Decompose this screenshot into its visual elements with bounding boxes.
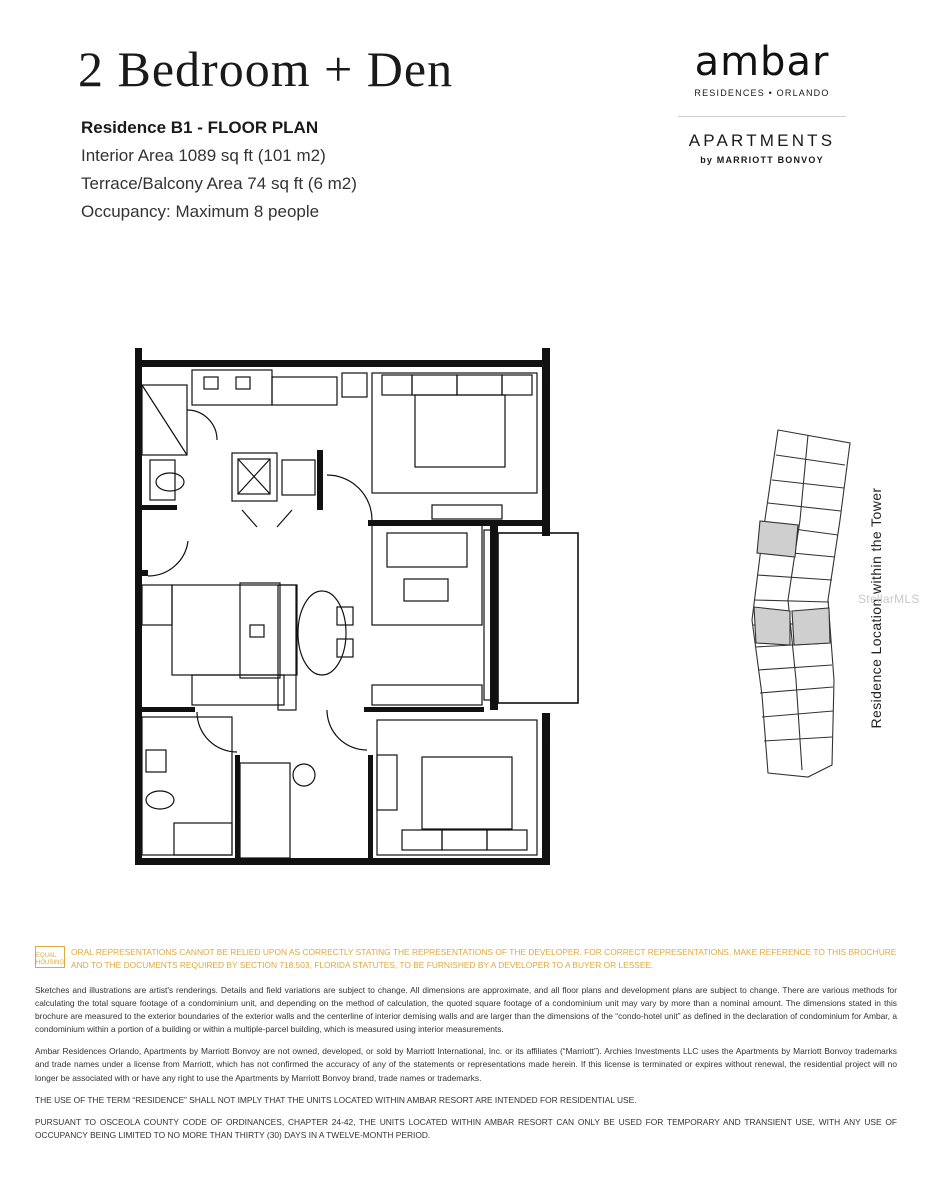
ambar-logo: ambar: [694, 39, 830, 85]
brand-block: [678, 40, 846, 165]
residence-name: Residence B1 - FLOOR PLAN: [81, 118, 319, 137]
terrace-area: Terrace/Balcony Area 74 sq ft (6 m2): [81, 174, 357, 193]
highlighted-units: [754, 521, 830, 645]
disclaimer-residence-term: THE USE OF THE TERM “RESIDENCE” SHALL NOT IMPLY THAT THE UNITS LOCATED WITHIN AMBAR RESORT ARE INTENDED FOR RESIDENTIAL USE.: [35, 1094, 637, 1105]
tower-key-plan: [740, 425, 855, 790]
floor-plan-drawing: [132, 345, 582, 870]
oral-representations-warning: [35, 946, 897, 972]
unit-divisions: [753, 455, 845, 741]
page-title: 2 Bedroom + Den: [78, 41, 454, 97]
legal-disclaimer: [35, 946, 897, 1151]
apartments-wordmark: APARTMENTS: [688, 131, 836, 150]
disclaimer-sketches: Sketches and illustrations are artist's renderings. Details and field variations are subject to change. All dimensions are approximate, and all floor plans and development plans are subject to change. There are various methods for calculating the total square footage of a condominium unit, and depending on the method of calculation, the quoted square footage of a condominium unit may vary by more than a nominal amount. The dimensions stated in this brochure are measured to the exterior boundaries of the exterior walls and the centerline of interior demising walls and are larger than the dimensions of the “condo-hotel unit” as defined in the declaration of condominium for Ambar, a condominium within a portion of a building or within a multiple-parcel building, which is measured using interior measurements.: [35, 985, 897, 1035]
equal-housing-icon: [35, 946, 65, 968]
key-plan-label: Residence Location within the Tower: [868, 487, 884, 729]
disclaimer-osceola: PURSUANT TO OSCEOLA COUNTY CODE OF ORDINANCES, CHAPTER 24-42, THE UNITS LOCATED WITHIN AMBAR RESORT CAN ONLY BE USED FOR TEMPORARY AND TRANSIENT USE, WITH ANY USE OF OCCUPANCY BEING LIMITED TO NO MORE THAN THIRTY (30) DAYS IN A TWELVE-MONTH PERIOD.: [35, 1116, 897, 1140]
interior-area: Interior Area 1089 sq ft (101 m2): [81, 146, 326, 165]
mls-watermark: StellarMLS: [858, 592, 920, 606]
warning-text: ORAL REPRESENTATIONS CANNOT BE RELIED UPON AS CORRECTLY STATING THE REPRESENTATIONS OF THE DEVELOPER. FOR CORRECT REPRESENTATIONS, MAKE REFERENCE TO THIS BROCHURE AND TO THE DOCUMENTS REQUIRED BY SECTION 718.503, FLORIDA STATUTES, TO BE FURNISHED BY A DEVELOPER TO A BUYER OR LESSEE.: [71, 947, 897, 970]
equal-housing-text: EQUAL HOUSING: [36, 953, 65, 966]
unit-specs: [81, 118, 357, 230]
logo-subtitle: RESIDENCES • ORLANDO: [694, 88, 830, 98]
brand-divider: [678, 116, 846, 117]
marriott-bonvoy-byline: by MARRIOTT BONVOY: [700, 155, 824, 165]
occupancy: Occupancy: Maximum 8 people: [81, 202, 320, 221]
tower-outline: [752, 430, 850, 777]
disclaimer-marriott: Ambar Residences Orlando, Apartments by Marriott Bonvoy are not owned, developed, or sold by Marriott International, Inc. or its affiliates (“Marriott”). Archies Investments LLC uses the Apartments by Marriott Bonvoy trademarks and trade names under a license from Marriott, which has not confirmed the accuracy of any of the statements or representations made herein. If this license is terminated or expires without renewal, the residential project will no longer be associated with or have any right to use the Apartments by Marriott Bonvoy brand, trade names or trademarks.: [35, 1046, 897, 1083]
